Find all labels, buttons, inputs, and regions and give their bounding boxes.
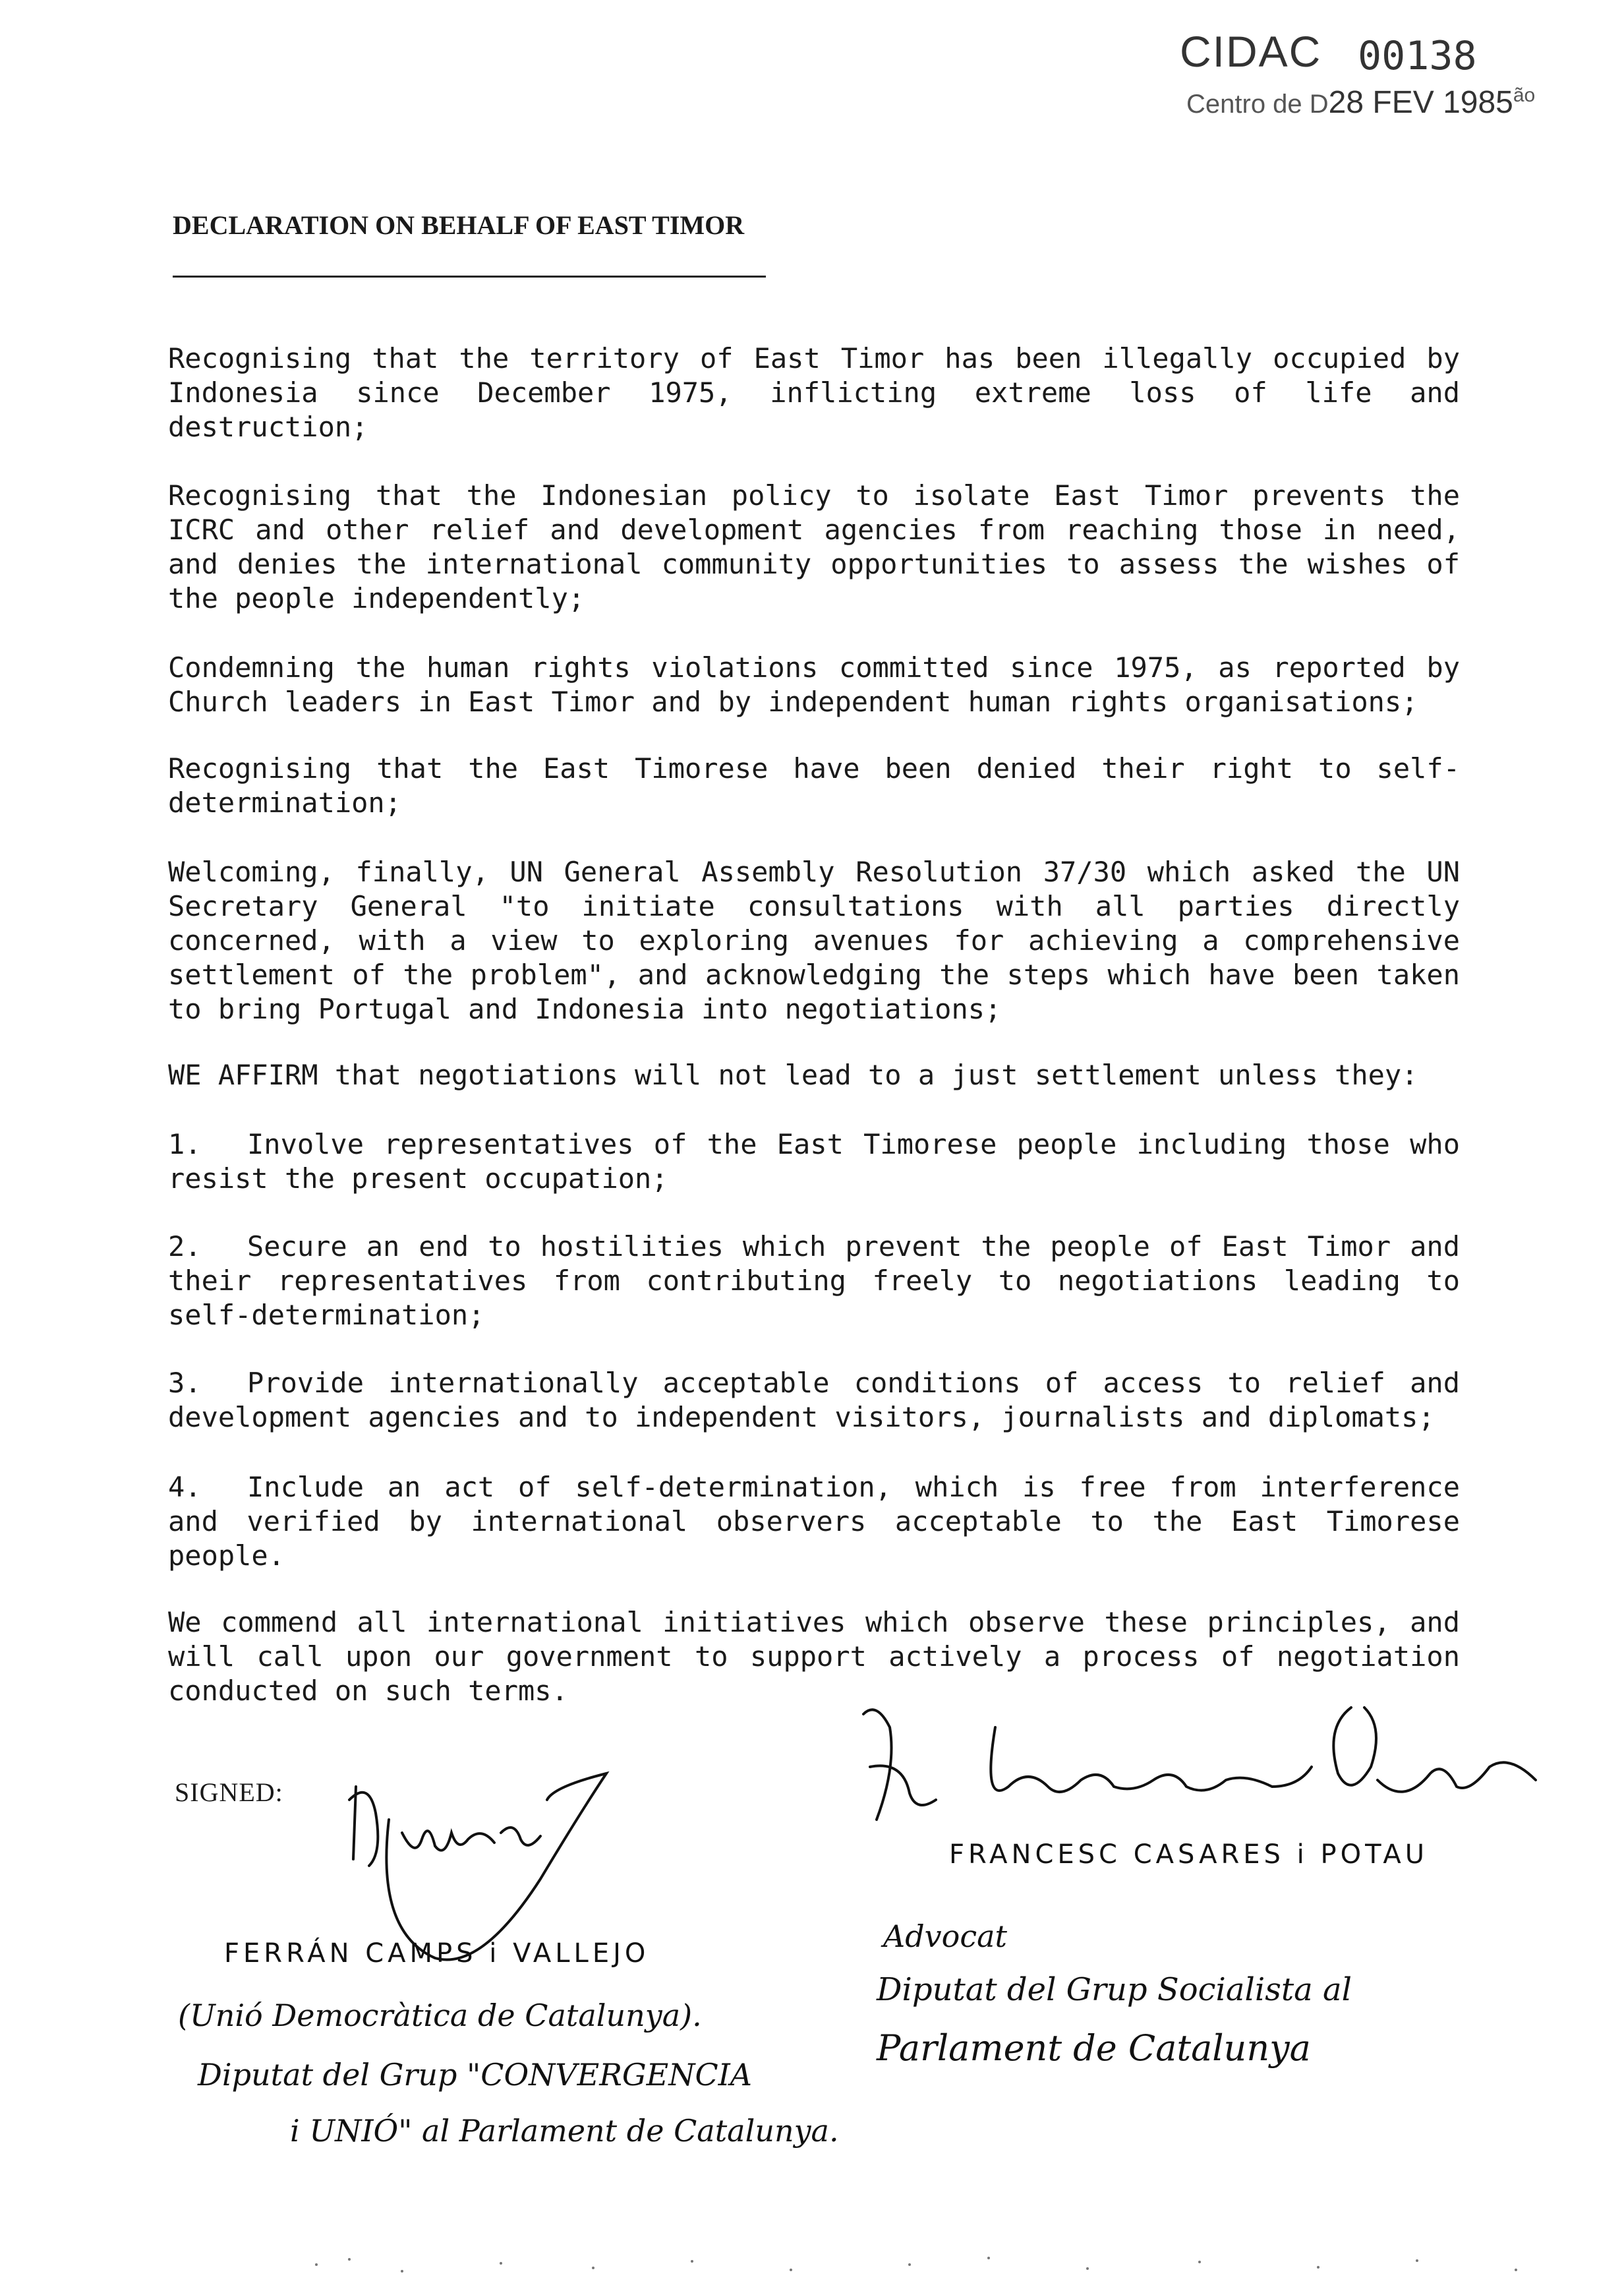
condition-number: 4. bbox=[168, 1471, 202, 1503]
condition-item bbox=[168, 1470, 1460, 1573]
paragraph-isolation: Recognising that the Indonesian policy to isolate East Timor prevents the ICRC and other relief and development agencies from reaching those in need, and denies the international community opportunities to assess the wishes of the people independently; bbox=[168, 479, 1460, 614]
signed-label: SIGNED: bbox=[175, 1777, 283, 1807]
condition-item bbox=[168, 1230, 1460, 1332]
left-signatory-role-2: i UNIÓ" al Parlament de Catalunya. bbox=[290, 2113, 839, 2149]
stamp-organisation: CIDAC bbox=[1180, 27, 1322, 76]
stamp-number: 00138 bbox=[1358, 33, 1477, 79]
condition-text: Involve representatives of the East Timorese people including those who resist the present occupation; bbox=[168, 1128, 1460, 1195]
right-signatory-role-2: Parlament de Catalunya bbox=[877, 2027, 1311, 2069]
right-signatory-title: Advocat bbox=[883, 1918, 1008, 1954]
left-signatory-role-1: Diputat del Grup "CONVERGENCIA bbox=[198, 2057, 753, 2093]
document-title: DECLARATION ON BEHALF OF EAST TIMOR bbox=[173, 210, 745, 240]
paragraph-un-resolution: Welcoming, finally, UN General Assembly Resolution 37/30 which asked the UN Secretary General "to initiate consultations with all parties directly concerned, with a view to exploring avenues for achieving a comprehensive settlement of the problem", and acknowledging the steps which have been taken to bring Portugal and Indonesia into negotiations; bbox=[168, 856, 1460, 1025]
right-signatory-role-1: Diputat del Grup Socialista al bbox=[877, 1971, 1352, 2008]
paragraph-self-determination: Recognising that the East Timorese have been denied their right to self-determination; bbox=[168, 752, 1460, 819]
signature-right bbox=[850, 1688, 1562, 1833]
condition-text: Secure an end to hostilities which prevent the people of East Timor and their representatives from contributing freely to negotiations leading to self-determination; bbox=[168, 1230, 1460, 1331]
paragraph-human-rights: Condemning the human rights violations committed since 1975, as reported by Church leaders in East Timor and by independent human rights organisations; bbox=[168, 651, 1460, 718]
stamp-date: 28 FEV 1985 bbox=[1328, 85, 1513, 120]
paragraph-occupation: Recognising that the territory of East Timor has been illegally occupied by Indonesia since December 1975, inflicting extreme loss of life and destruction; bbox=[168, 342, 1460, 443]
condition-item bbox=[168, 1127, 1460, 1196]
paragraph-affirm: WE AFFIRM that negotiations will not lead to a just settlement unless they: bbox=[168, 1059, 1418, 1091]
stamp-centre-text: Centro de D bbox=[1186, 90, 1329, 119]
left-signatory-name: FERRÁN CAMPS i VALLEJO bbox=[224, 1938, 650, 1969]
paragraph-closing: We commend all international initiatives which observe these principles, and will call upon our government to support actively a process of negotiation conducted on such terms. bbox=[168, 1606, 1460, 1707]
title-underline bbox=[173, 276, 766, 278]
condition-number: 2. bbox=[168, 1230, 202, 1263]
archive-stamp bbox=[1180, 26, 1549, 125]
condition-text: Include an act of self-determination, which is free from interference and verified by international observers acceptable to the East Timorese people. bbox=[168, 1471, 1460, 1572]
scan-noise bbox=[0, 2245, 1624, 2284]
condition-text: Provide internationally acceptable conditions of access to relief and development agencies and to independent visitors, journalists and diplomats; bbox=[168, 1367, 1460, 1433]
condition-number: 3. bbox=[168, 1367, 202, 1399]
right-signatory-name: FRANCESC CASARES i POTAU bbox=[949, 1839, 1429, 1870]
stamp-date-line bbox=[1186, 84, 1535, 121]
condition-item bbox=[168, 1366, 1460, 1435]
stamp-suffix: ão bbox=[1513, 84, 1536, 106]
condition-number: 1. bbox=[168, 1128, 202, 1160]
left-signatory-party: (Unió Democràtica de Catalunya). bbox=[178, 1998, 702, 2033]
